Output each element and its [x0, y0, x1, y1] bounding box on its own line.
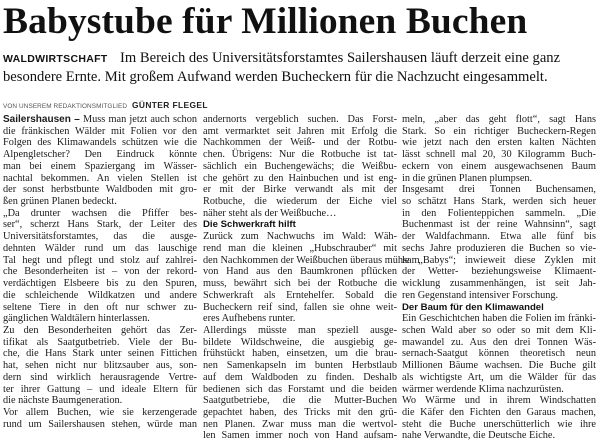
text-line: ser“, scherzt Hans Stark, der Leiter des [3, 219, 197, 231]
text-line: gänglichen Waldtälern hinterlassen. [3, 313, 150, 325]
text-line: wicklung zusammenhängen, ist seit Jah- [402, 278, 596, 290]
text-line: „Da drunter wachsen die Pfiffer bes- [3, 207, 197, 219]
byline-prefix: VON UNSEREM REDAKTIONSMITGLIED [3, 103, 128, 110]
article-byline [3, 100, 208, 110]
text-line: nen Samenkapseln im bunten Herbstlaub [203, 360, 397, 372]
text-line: der Wetter- beziehungsweise Klimaent- [402, 266, 596, 278]
text-line: Saatgutbetriebe, die die Mutter-Buchen [203, 395, 397, 407]
text-line: die nächste Baumgeneration. [3, 395, 123, 407]
text-line: Wo Wärme und in ihrem Windschatten [402, 395, 596, 407]
text-line: ren Gegenstand intensiver Forschung. [402, 289, 559, 301]
byline-author: GÜNTER FLEGEL [131, 100, 208, 110]
text-line: nachtal bekommen. An vielen Stellen ist [3, 172, 197, 184]
text-line: bildete Wildschweine, die ausgiebig ge- [203, 336, 397, 348]
text-line: Allerdings müsste man speziell ausge- [203, 324, 397, 336]
text-line: rend man die kleinen „Hubschrauber“ mit [203, 242, 397, 254]
text-line: man bei einem Spaziergang im Wässer- [3, 160, 197, 172]
text-line: le „Babys“; inwieweit diese Zyklen mit [402, 254, 596, 266]
text-column-2 [203, 114, 420, 444]
text-line: seltene Tiere in den oft nur schwer zu- [3, 301, 197, 313]
text-line: nen Planen. Zwar muss man die wertvol- [203, 418, 397, 430]
text-line: Stark. So ein richtiger Bucheckern-Regen [402, 125, 596, 137]
text-line: che, die Hans Stark unter seinen Fittichen [3, 348, 197, 360]
text-line: auf dem Waldboden zu finden. Deshalb [203, 371, 397, 383]
text-line: wärmer werdende Klima nachzurüsten. [402, 383, 564, 395]
text-line: Tal hegt und pflegt und stolz auf zahlrei- [3, 254, 197, 266]
text-line: frühstückt haben, einsetzen, um die brau- [203, 348, 397, 360]
text-line: Buchenmast ist der reine Wahnsinn“, sagt [402, 219, 596, 231]
text-line: wie jetzt nach den ersten kalten Nächten [402, 137, 596, 149]
text-column-1 [3, 114, 197, 444]
text-line: von Hand aus den Baumkronen pflücken [203, 266, 397, 278]
text-line: eckern von einem ausgewachsenen Baum [402, 160, 596, 172]
text-line: ter ihrer Gattung – und ideale Eltern für [3, 383, 197, 395]
article-deck-line-2: besondere Ernte. Mit großem Aufwand werden Bucheckern für die Nachzucht eingesammelt. [3, 69, 548, 85]
text-line [3, 114, 197, 126]
text-line: bedienen sich das Forstamt und die beiden [203, 383, 397, 395]
text-line: Schwerkraft als Erntehelfer. Sobald die [203, 289, 397, 301]
text-line: Folgen des Klimawandels schützen wie die [3, 137, 197, 149]
text-line: sernach-Saatgut können theoretisch neun [402, 348, 596, 360]
text-line: gepachtet haben, des Tricks mit den grü- [203, 406, 397, 418]
text-line: Vor allem Buchen, wie sie kerzengerade [3, 406, 197, 418]
text-line: andernorts vergeblich suchen. Das Forst- [203, 114, 397, 125]
text-line: den Nachkommen der Weißbuchen überaus mühsam [203, 254, 420, 266]
text-line: che Besonderheiten ist – von der rekord- [3, 266, 197, 278]
text-line: Bucheckern reif sind, fallen sie ohne weit- [203, 301, 397, 313]
text-line: lässt schnell mal 20, 30 Kilogramm Buch- [402, 149, 596, 161]
text-line: Nachkommen der Weiß- und der Rotbu- [203, 137, 397, 149]
text-line: Ein Geschichtchen haben die Folien im fränki- [402, 313, 596, 325]
text-line: sechs Jahre produzieren die Buchen so vie- [402, 242, 596, 254]
text-line: Alpengletscher? Den Eindruck könnte [3, 149, 197, 161]
text-line: muss, bewährt sich bei der Rotbuche die [203, 278, 397, 290]
text-line: mawandel zu. Aus den drei Tonnen Wäs- [402, 336, 596, 348]
text-line: ßen grünen Planen bedeckt. [3, 196, 117, 208]
article-deck-line-1: Im Bereich des Universitätsforstamtes Sailershausen läuft derzeit eine ganz [120, 50, 561, 66]
text-column-3 [402, 114, 596, 444]
text-line: dern sind wirklich herausragende Vertre- [3, 371, 197, 383]
section-heading: Die Schwerkraft hilft [203, 219, 296, 231]
text-line: der Waldfachmann. Etwa alle fünf bis [402, 231, 596, 243]
text-line: Universitätsforstamtes, das die ausge- [3, 231, 197, 243]
text-line: rund um Sailershausen stehen, würde man [3, 418, 197, 430]
article-headline: Babystube für Millionen Buchen [3, 1, 528, 42]
text-line: che gehört zu den Hainbuchen und ist eng- [203, 172, 397, 184]
text-line: die fränkischen Wälder mit Folien vor den [3, 125, 197, 137]
text-line: chen. Übrigens: Nur die Rotbuche ist tat- [203, 149, 397, 161]
text-line: nahe Verwandte, die Deutsche Eiche. [402, 430, 556, 442]
text-line: er mit der Birke verwandt als mit der [203, 184, 397, 196]
text-line: so schätzt Hans Stark, werden sich heuer [402, 196, 596, 208]
text-line-body: Muss man jetzt auch schon [79, 114, 197, 125]
text-line: Zu den Besonderheiten gehört das Zer- [3, 324, 197, 336]
text-line: schen Wald aber so oder so mit dem Kli- [402, 324, 596, 336]
text-line: steht die Buche unerschütterlich wie ihre [402, 418, 596, 430]
text-line: Zurück zum Nachwuchs im Wald: Wäh- [203, 231, 397, 243]
text-line: Insgesamt drei Tonnen Buchensamen, [402, 184, 596, 196]
text-line: die schleichende Wildkatzen und andere [3, 289, 197, 301]
text-line: hat, sehen nicht nur blitzsauber aus, son- [3, 360, 197, 372]
text-line: in den Folienteppichen sammeln. „Die [402, 207, 596, 219]
text-line: dehnten Wälder rund um das lauschige [3, 242, 197, 254]
text-line: die Käfer den Fichten den Garaus machen, [402, 406, 596, 418]
text-line: verdächtigen Elsbeere bis zu den Spuren, [3, 278, 197, 290]
text-line: len Samen immer noch von Hand aufsam- [203, 430, 397, 442]
article-kicker: WALDWIRTSCHAFT [3, 53, 108, 65]
text-line: als wichtigste Art, um die Wälder für das [402, 371, 596, 383]
section-heading: Der Baum für den Klimawandel [402, 301, 544, 313]
text-line: eres Aufhebens runter. [203, 313, 296, 325]
text-line: in die grünen Planen plumpsen. [402, 172, 533, 184]
text-line: der sonst herbstbunte Waldboden mit gro- [3, 184, 197, 196]
dateline: Sailershausen – [3, 114, 80, 125]
text-line: Millionen Bäume wachsen. Die Buche gilt [402, 360, 596, 372]
text-line: amt vermarktet seit Jahren mit Erfolg die [203, 125, 397, 137]
text-line: näher steht als der Weißbuche… [203, 207, 337, 219]
text-line: meln, „aber das geht flott“, sagt Hans [402, 114, 596, 125]
text-line: sächlich ein Buchengewächs; die Weißbu- [203, 160, 397, 172]
text-line: Rotbuche, die wiederum der Eiche viel [203, 196, 397, 208]
text-line: tifikat als Saatgutbetrieb. Viele der Bu- [3, 336, 197, 348]
